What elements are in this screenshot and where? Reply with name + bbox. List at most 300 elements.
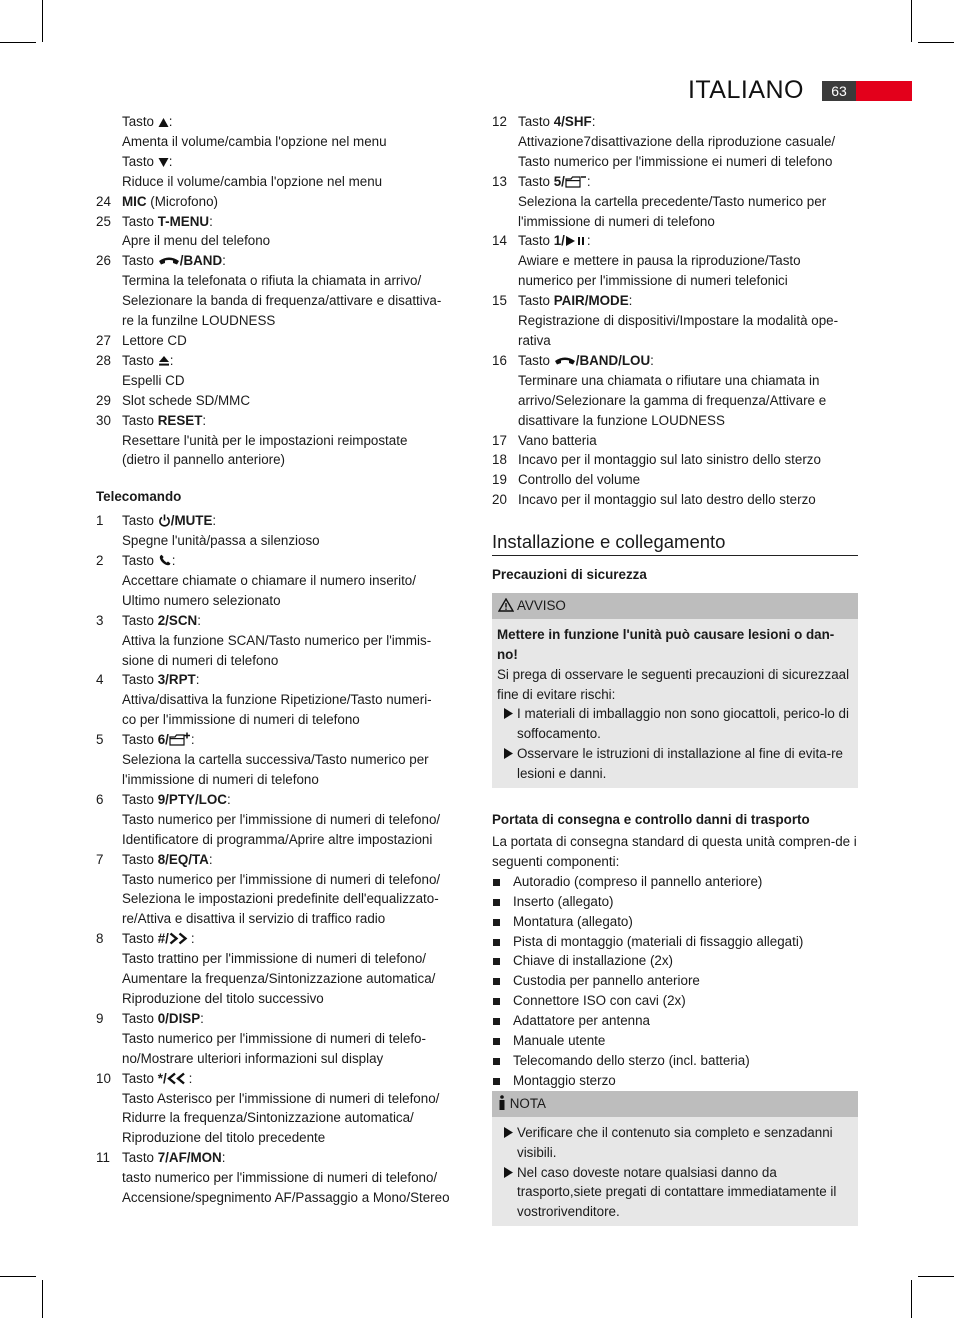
key-name: 5/ [553,173,565,189]
delivery-item [492,932,858,952]
list-item [96,790,466,850]
delivery-item-text: Adattatore per antenna [513,1013,650,1029]
square-bullet-icon [493,879,500,886]
key-name: PAIR/MODE [553,293,629,309]
delivery-title: Portata di consegna e controllo danni di trasporto [492,812,810,828]
page-number: 63 [822,81,856,101]
list-item [96,331,466,351]
safety-title: Precauzioni di sicurezza [492,567,647,583]
item-description: l'immissione di numeri di telefono [122,772,319,787]
list-item [492,231,858,291]
item-description: Termina la telefonata o rifiuta la chiamata in arrivo/ [122,273,422,289]
key-name: 7/AF/MON [157,1150,222,1166]
fast-forward-icon [169,932,191,945]
delivery-item [492,1051,858,1071]
item-prefix: Tasto [518,233,554,249]
square-bullet-icon [493,919,500,926]
item-suffix: : [586,233,591,249]
key-name: RESET [157,412,203,428]
item-suffix: (Microfono) [146,193,218,209]
crop-mark [911,0,912,42]
crop-mark [918,1276,954,1277]
key-name: 9/PTY/LOC [157,791,227,807]
item-number: 12 [492,114,507,129]
list-item [96,212,466,252]
item-suffix: : [169,352,174,368]
warning-headline [497,625,853,665]
item-suffix: : [226,791,231,807]
item-label [518,450,858,470]
point-line: rivenditore. [553,1204,620,1220]
item-description: re la funzilne LOUDNESS [122,313,276,329]
list-item [492,112,858,172]
key-name: 3/RPT [157,672,196,688]
warning-points [497,704,853,784]
key-name: 2/SCN [157,612,198,628]
crop-mark [911,1280,912,1318]
item-number: 18 [492,452,507,468]
item-prefix: Tasto [122,1010,158,1026]
play-pause-icon [565,235,587,247]
warning-intro-line: al fine di evitare rischi: [497,666,850,702]
item-label [518,291,858,311]
key-name: 8/EQ/TA [157,851,209,867]
item-prefix: Tasto [122,1150,158,1166]
crop-mark [42,1280,43,1318]
device-parts-list [96,192,466,471]
item-suffix: : [195,672,200,688]
warning-label: AVVISO [516,597,566,613]
folder-plus-icon [169,732,191,746]
key-name: 0/DISP [157,1010,201,1026]
phone-hangup-icon [554,355,576,367]
item-number: 17 [492,432,507,448]
item-number: 2 [96,553,104,569]
item-number: 19 [492,472,507,488]
warning-headline-line: Mettere in funzione l'unità può causare lesioni o dan- [497,626,835,642]
square-bullet-icon [493,1038,500,1045]
item-prefix: Tasto [122,931,158,947]
item-label [518,112,858,132]
item-label [122,251,466,271]
item-suffix: : [650,352,654,368]
item-number: 26 [96,253,111,269]
delivery-item [492,1071,858,1091]
item-description: Terminare una chiamata o rifiutare una chiamata in [518,372,820,388]
delivery-item-text: Pista di montaggio (materiali di fissaggio allegati) [513,933,804,949]
item-description: rativa [518,332,551,348]
item-number: 7 [96,851,104,867]
warning-intro [497,665,853,705]
item-description: arrivo/Selezionare la gamma di frequenza/Attivare e [518,392,827,408]
item-description: Espelli CD [122,372,185,388]
item-number: 10 [96,1070,111,1086]
item-prefix: Tasto [518,293,554,309]
warning-icon [498,598,514,612]
delivery-intro [492,832,858,872]
square-bullet-icon [493,998,500,1005]
list-item [96,850,466,930]
item-label [518,231,858,251]
item-number: 6 [96,791,104,807]
item-number: 1 [96,513,104,529]
list-item [96,511,466,551]
warning-box [492,593,858,788]
down-triangle-icon [158,157,169,168]
list-item [96,929,466,1009]
item-prefix: Controllo del volume [518,472,641,488]
arrow-right-icon [503,704,514,723]
eject-icon [158,355,170,367]
arrow-point [497,744,853,784]
item-number: 24 [96,193,111,209]
item-description: Awiare e mettere in pausa la riproduzione/Tasto [518,253,801,269]
square-bullet-icon [493,958,500,965]
square-bullet-icon [493,939,500,946]
item-number: 25 [96,213,111,229]
item-description: re/Attiva e disattiva il servizio di traffico radio [122,911,386,927]
item-suffix: : [188,1070,193,1086]
key-name: 6/ [157,732,169,748]
list-item [96,251,466,331]
square-bullet-icon [493,978,500,985]
item-number: 28 [96,352,111,368]
item-label [518,351,858,371]
note-points [492,1117,858,1227]
item-description: Tasto numerico per l'immissione ei numeri di telefono [518,153,833,169]
point-line: Nel caso doveste notare qualsiasi danno da trasporto, [517,1164,777,1200]
item-label [122,850,466,870]
item-description: co per l'immissione di numeri di telefono [122,712,360,728]
square-bullet-icon [493,1058,500,1065]
square-bullet-icon [493,1078,500,1085]
item-description: disattivare la funzione LOUDNESS [518,412,725,428]
item-description: Apre il menu del telefono [122,233,271,249]
item-suffix: : [168,114,173,129]
item-description: Ultimo numero selezionato [122,592,281,608]
item-number: 20 [492,492,507,508]
item-description: Seleziona la cartella successiva/Tasto numerico per [122,752,429,768]
item-number: 16 [492,352,507,368]
delivery-item-text: Autoradio (compreso il pannello anteriore) [513,873,763,889]
list-item [96,411,466,471]
arrow-right-icon [503,1163,514,1182]
list-item [96,670,466,730]
item-label [122,1069,466,1089]
power-icon [158,514,171,527]
list-item [96,551,466,611]
item-description: Seleziona la cartella precedente/Tasto numerico per [518,193,827,209]
item-label [518,470,858,490]
item-prefix: Tasto [122,352,158,368]
item-label [122,929,466,949]
item-suffix: : [197,612,201,628]
item-label [122,1148,466,1168]
key-name: 4/SHF [553,114,592,129]
delivery-item-text: Montaggio sterzo [513,1072,616,1088]
item-label [122,112,466,132]
folder-minus-icon [565,174,587,188]
item-label [122,192,466,212]
item-description: Tasto Asterisco per l'immissione di numeri di telefono/ [122,1090,440,1106]
key-name: */ [157,1070,167,1086]
item-description: Registrazione di dispositivi/Impostare la modalità ope- [518,313,839,329]
item-prefix: Tasto [122,553,158,569]
list-item [96,730,466,790]
up-triangle-icon [158,117,169,128]
square-bullet-icon [493,1018,500,1025]
item-suffix: : [202,412,207,428]
item-description: no/Mostrare ulteriori informazioni sul display [122,1050,384,1066]
item-prefix: Incavo per il montaggio sul lato destro dello sterzo [518,492,816,508]
key-name: /BAND/LOU [575,352,651,368]
item-description: Tasto numerico per l'immissione di numeri di telefono/ [122,871,441,887]
warning-intro-line: Si prega di osservare le seguenti precauzioni di sicurezza [497,666,839,682]
key-name: MIC [122,193,147,209]
item-suffix: : [591,114,596,129]
crop-mark [0,1276,36,1277]
item-prefix: Tasto [518,352,554,368]
item-label [122,152,466,172]
item-suffix: : [628,293,633,309]
item-prefix: Tasto [122,253,158,269]
item-number: 29 [96,392,111,408]
installation-title: Installazione e collegamento [492,532,858,556]
crop-mark [42,0,43,42]
list-item [492,172,858,232]
item-suffix: : [222,253,226,269]
item-label [122,1009,466,1029]
point-line: re lesioni e danni. [517,746,844,782]
remote-control-list-continued [492,112,858,510]
delivery-item [492,912,858,932]
item-number: 13 [492,173,507,189]
warning-body [492,619,858,788]
key-name: /BAND [179,253,223,269]
item-description: Tasto numerico per l'immissione di numeri di telefo- [122,1030,426,1046]
list-item [492,351,858,431]
delivery-intro-line: de i seguenti componenti: [492,834,857,869]
delivery-item [492,1011,858,1031]
item-label [122,212,466,232]
item-description: Resettare l'unità per le impostazioni reimpostate [122,432,408,448]
point-line: I materiali di imballaggio non sono giocattoli, perico- [517,706,825,722]
left-column [96,112,466,1208]
item-number: 3 [96,612,104,628]
note-header [492,1091,858,1117]
item-label [122,790,466,810]
item-number: 15 [492,293,507,309]
list-item [96,1069,466,1149]
list-item [96,192,466,212]
delivery-item-text: Connettore ISO con cavi (2x) [513,993,686,1009]
item-suffix: : [586,173,591,189]
item-description: Ridurre la frequenza/Sintonizzazione automatica/ [122,1110,414,1126]
item-description: (dietro il pannello anteriore) [122,452,286,468]
delivery-item [492,1031,858,1051]
list-item [492,291,858,351]
arrow-right-icon [503,744,514,763]
item-prefix: Tasto [122,1070,158,1086]
item-label [122,551,466,571]
item-prefix: Tasto [122,213,158,229]
item-label [122,611,466,631]
item-description: Riproduzione del titolo precedente [122,1130,326,1146]
remote-control-list [96,511,466,1208]
item-prefix: Tasto [122,732,158,748]
item-label [122,511,466,531]
delivery-item-text: Chiave di installazione (2x) [513,953,674,969]
item-number: 8 [96,931,104,947]
info-icon [498,1095,506,1110]
list-item [96,391,466,411]
note-label: NOTA [509,1095,546,1111]
item-prefix: Tasto [122,672,158,688]
delivery-item-text: Telecomando dello sterzo (incl. batteria) [513,1052,750,1068]
item-description: numerico per l'immissione di numeri telefonici [518,273,788,289]
item-prefix: Slot schede SD/MMC [122,392,250,408]
arrow-right-icon [503,1123,514,1142]
item-label [122,730,466,750]
item-number: 5 [96,732,104,748]
item-description: Identificatore di programma/Aprire altre impostazioni [122,831,433,847]
item-description: Accensione/spegnimento AF/Passaggio a Mono/Stereo [122,1190,450,1206]
item-suffix: : [221,1150,226,1166]
delivery-item-text: Montatura (allegato) [513,913,633,929]
item-description: Attiva/disattiva la funzione Ripetizione/Tasto numeri- [122,692,432,708]
key-name: T-MENU [157,213,210,229]
item-label [122,351,466,371]
list-item [492,431,858,451]
item-number: 9 [96,1010,104,1026]
item-description: Aumentare la frequenza/Sintonizzazione automatica/ [122,971,436,987]
key-name: /MUTE [170,513,213,529]
item-suffix: : [190,732,195,748]
item-number: 30 [96,412,111,428]
item-label [122,331,466,351]
item-prefix: Tasto [122,791,158,807]
list-item [492,490,858,510]
item-label [122,670,466,690]
item-suffix: : [209,213,213,229]
delivery-item [492,991,858,1011]
item-description: Selezionare la banda di frequenza/attivare e disattiva- [122,293,442,309]
note-box [492,1091,858,1226]
delivery-item-text: Custodia per pannello anteriore [513,973,700,989]
point-line: lo di soffocamento. [517,706,849,742]
item-suffix: : [190,931,195,947]
warning-headline-line: no! [497,646,518,662]
language-heading: ITALIANO [687,76,804,104]
item-prefix: Tasto [122,412,158,428]
item-suffix: : [171,553,176,569]
delivery-item-text: Manuale utente [513,1033,606,1049]
volume-keys [96,112,466,192]
item-prefix: Vano batteria [518,432,597,448]
item-prefix: Tasto [122,513,158,529]
arrow-point [497,1163,853,1223]
item-description: Attivazione7disattivazione della riproduzione casuale/ [518,133,836,149]
item-label [122,411,466,431]
delivery-item-text: Inserto (allegato) [513,893,614,909]
item-prefix: Tasto [518,173,554,189]
item-description: l'immissione di numeri di telefono [518,213,715,229]
item-description: Riduce il volume/cambia l'opzione nel menu [122,173,383,189]
phone-call-icon [158,554,172,567]
delivery-item [492,951,858,971]
arrow-point [497,704,853,744]
warning-header [492,593,858,619]
item-prefix: Incavo per il montaggio sul lato sinistro dello sterzo [518,452,821,468]
crop-mark [0,42,36,43]
item-prefix: Tasto [518,114,554,129]
item-label [518,490,858,510]
item-suffix: : [168,153,173,169]
list-item [96,152,466,192]
list-item [96,351,466,391]
delivery-item [492,892,858,912]
item-suffix: : [200,1010,204,1026]
arrow-point [497,1123,853,1163]
item-description: Spegne l'unità/passa a silenzioso [122,533,320,549]
list-item [96,1148,466,1208]
crop-mark [918,42,954,43]
delivery-item [492,872,858,892]
item-label [122,391,466,411]
list-item [96,112,466,152]
list-item [96,611,466,671]
item-number: 11 [96,1150,110,1166]
item-suffix: : [208,851,213,867]
delivery-list [492,872,858,1091]
item-prefix: Tasto [122,153,158,169]
item-label [518,431,858,451]
point-line: siete pregati di contattare immediatamente il vostro [517,1184,837,1220]
item-description: Tasto numerico per l'immissione di numeri di telefono/ [122,811,441,827]
list-item [492,450,858,470]
item-description: Tasto trattino per l'immissione di numeri di telefono/ [122,951,426,967]
item-description: Amenta il volume/cambia l'opzione nel menu [122,133,387,149]
key-name: #/ [157,931,169,947]
point-line: Osservare le istruzioni di installazione al fine di evita- [517,746,832,762]
delivery-intro-line: La portata di consegna standard di questa unità compren- [492,834,836,849]
list-item [492,470,858,490]
item-number: 4 [96,672,104,688]
item-prefix: Lettore CD [122,332,187,348]
item-suffix: : [212,513,217,529]
remote-title: Telecomando [96,489,182,505]
item-prefix: Tasto [122,114,158,129]
item-label [518,172,858,192]
key-name: 1/ [553,233,565,249]
phone-hangup-icon [158,255,180,267]
accent-bar [856,81,912,101]
list-item [96,1009,466,1069]
rewind-icon [167,1072,189,1085]
point-line: Verificare che il contenuto sia completo e senza [517,1124,800,1140]
item-description: Attiva la funzione SCAN/Tasto numerico per l'immis- [122,632,432,648]
item-description: Riproduzione del titolo successivo [122,990,324,1006]
item-description: Accettare chiamate o chiamare il numero inserito/ [122,572,416,588]
square-bullet-icon [493,899,500,906]
item-description: Seleziona le impostazioni predefinite dell'equalizzato- [122,891,439,907]
delivery-item [492,971,858,991]
item-number: 27 [96,332,111,348]
item-description: tasto numerico per l'immissione di numeri di telefono/ [122,1170,438,1186]
point-line: danni visibili. [517,1124,833,1160]
item-prefix: Tasto [122,612,158,628]
item-description: sione di numeri di telefono [122,652,279,668]
